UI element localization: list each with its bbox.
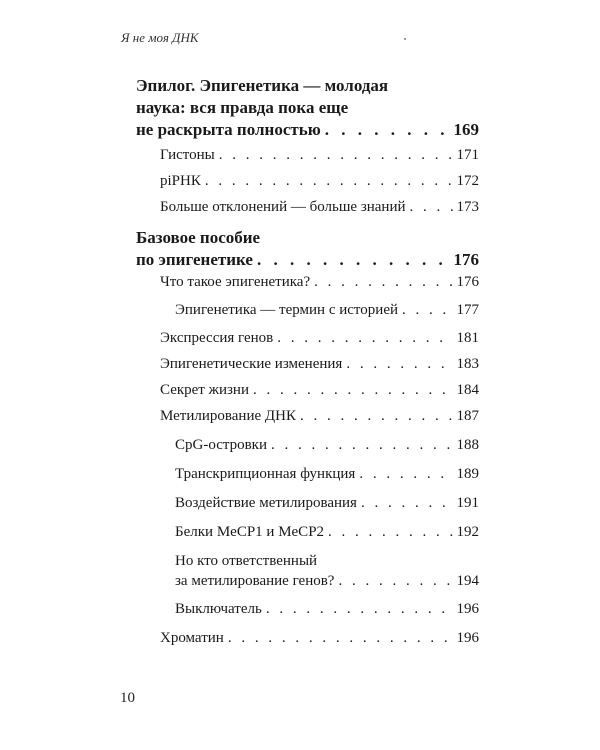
leader-dots — [402, 300, 452, 320]
toc-entry-epi-changes[interactable] — [160, 354, 479, 374]
leader-dots — [314, 272, 452, 292]
toc-title-line2: по эпигенетике — [136, 250, 253, 269]
toc-title: Белки MeCP1 и MeCP2 — [175, 524, 325, 540]
toc-entry-epilog[interactable] — [136, 75, 479, 141]
toc-entry-what-is[interactable] — [160, 272, 479, 292]
toc-title-line2: наука: вся правда пока еще — [136, 98, 349, 117]
toc-page-number: 176 — [453, 250, 479, 269]
toc-title: Воздействие метилирования — [175, 495, 357, 511]
toc-page-number: 181 — [456, 330, 479, 346]
toc-entry-histones[interactable] — [160, 145, 479, 165]
toc-title: piРНК — [160, 173, 201, 189]
toc-title: Эпигенетические изменения — [160, 356, 343, 372]
toc-page-number: 169 — [453, 120, 479, 139]
toc-title: Что такое эпигенетика? — [160, 274, 311, 290]
toc-page-number: 192 — [456, 524, 479, 540]
leader-dots — [338, 571, 452, 591]
toc-entry-more-deviations[interactable] — [160, 197, 479, 217]
leader-dots — [266, 599, 453, 619]
leader-dots — [257, 249, 450, 271]
toc-page-number: 196 — [456, 601, 479, 617]
leader-dots — [228, 628, 453, 648]
toc-page-number: 172 — [456, 173, 479, 189]
toc-title: Хроматин — [160, 630, 224, 646]
toc-page-number: 184 — [456, 382, 479, 398]
toc-entry-pirna[interactable] — [160, 171, 479, 191]
leader-dots — [359, 464, 452, 484]
toc-entry-basic-guide[interactable] — [136, 227, 479, 271]
leader-dots — [277, 328, 452, 348]
toc-entry-mecp[interactable] — [175, 522, 479, 542]
toc-title-line1: Эпилог. Эпигенетика — молодая — [136, 76, 389, 95]
toc-title: Транскрипционная функция — [175, 466, 356, 482]
toc-title: CpG-островки — [175, 437, 267, 453]
toc-page-number: 189 — [456, 466, 479, 482]
toc-entry-term-history[interactable] — [175, 300, 479, 320]
toc-title-line1: Но кто ответственный — [175, 553, 318, 569]
toc-page-number: 188 — [456, 437, 479, 453]
toc-entry-transcription[interactable] — [175, 464, 479, 484]
leader-dots — [205, 171, 453, 191]
leader-dots — [328, 522, 452, 542]
toc-line — [136, 75, 479, 97]
leader-dots — [300, 406, 453, 426]
toc-page-number: 187 — [456, 408, 479, 424]
header-dot — [404, 38, 406, 40]
toc-title-line2: за метилирование генов? — [175, 573, 335, 589]
leader-dots — [253, 380, 453, 400]
toc-title: Эпигенетика — термин с историей — [175, 302, 399, 318]
toc-page-number: 183 — [456, 356, 479, 372]
toc-entry-secret-life[interactable] — [160, 380, 479, 400]
toc-entry-dna-methylation[interactable] — [160, 406, 479, 426]
toc-entry-cpg-islands[interactable] — [175, 435, 479, 455]
toc-entry-who-responsible[interactable] — [175, 551, 479, 591]
toc-line — [136, 97, 479, 119]
leader-dots — [325, 119, 450, 141]
toc-page-number: 194 — [456, 573, 479, 589]
toc-title-line1: Базовое пособие — [136, 228, 261, 247]
leader-dots — [219, 145, 453, 165]
toc-entry-chromatin[interactable] — [160, 628, 479, 648]
leader-dots — [271, 435, 453, 455]
page-number: 10 — [120, 690, 135, 706]
toc-title-line3: не раскрыта полностью — [136, 120, 321, 139]
toc-page-number: 171 — [456, 147, 479, 163]
toc-title: Экспрессия генов — [160, 330, 274, 346]
leader-dots — [410, 197, 453, 217]
toc-title: Больше отклонений — больше знаний — [160, 199, 406, 215]
toc-page-number: 177 — [456, 302, 479, 318]
toc-title: Метилирование ДНК — [160, 408, 296, 424]
toc-entry-gene-expression[interactable] — [160, 328, 479, 348]
leader-dots — [361, 493, 453, 513]
toc-page-number: 173 — [456, 199, 479, 215]
toc-entry-switch[interactable] — [175, 599, 479, 619]
toc-entry-methylation-effect[interactable] — [175, 493, 479, 513]
toc-title: Секрет жизни — [160, 382, 249, 398]
toc-title: Выключатель — [175, 601, 262, 617]
toc-line — [136, 119, 479, 141]
leader-dots — [346, 354, 452, 374]
toc-page-number: 176 — [456, 274, 479, 290]
toc-page-number: 196 — [456, 630, 479, 646]
toc-page-number: 191 — [456, 495, 479, 511]
running-head: Я не моя ДНК — [121, 30, 199, 45]
toc-title: Гистоны — [160, 147, 215, 163]
